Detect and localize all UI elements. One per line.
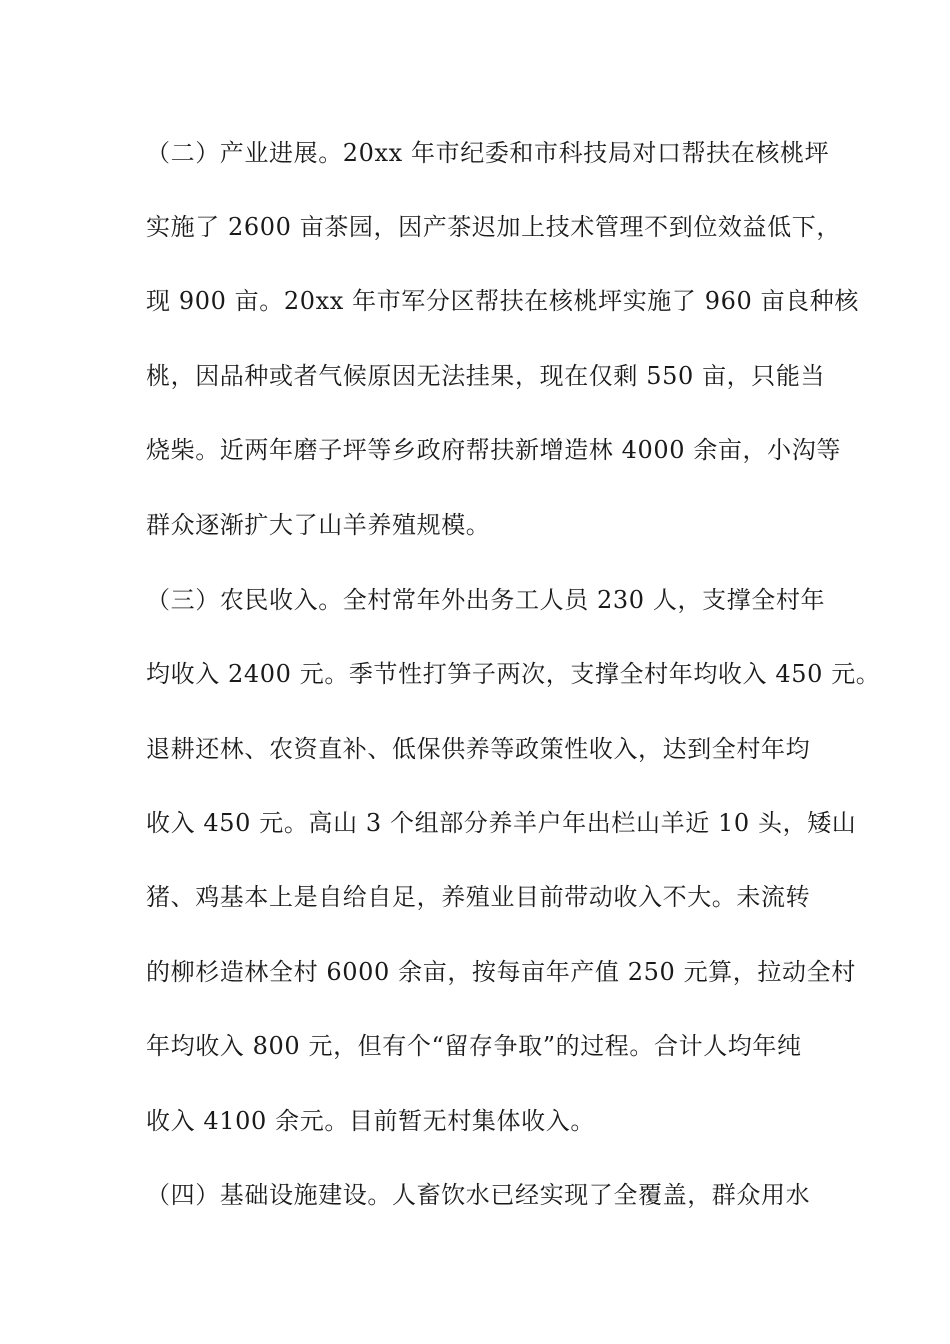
text-line: 群众逐渐扩大了山羊养殖规模。 [146, 511, 491, 539]
text-line: 收入 4100 余元。目前暂无村集体收入。 [146, 1107, 595, 1135]
text-line: 退耕还林、农资直补、低保供养等政策性收入，达到全村年均 [146, 735, 811, 763]
text-line: 现 900 亩。20xx 年市军分区帮扶在核桃坪实施了 960 亩良种核 [146, 287, 859, 315]
text-line: 年均收入 800 元，但有个“留存争取”的过程。合计人均年纯 [146, 1032, 802, 1060]
text-line: （四）基础设施建设。人畜饮水已经实现了全覆盖，群众用水 [146, 1181, 811, 1209]
text-line: 实施了 2600 亩茶园，因产茶迟加上技术管理不到位效益低下， [146, 213, 841, 241]
text-line: （二）产业进展。20xx 年市纪委和市科技局对口帮扶在核桃坪 [146, 139, 830, 167]
text-line: 的柳杉造林全村 6000 余亩，按每亩年产值 250 元算，拉动全村 [146, 958, 856, 986]
text-line: 均收入 2400 元。季节性打笋子两次，支撑全村年均收入 450 元。 [146, 660, 881, 688]
text-line: 猪、鸡基本上是自给自足，养殖业目前带动收入不大。未流转 [146, 883, 811, 911]
text-line: 收入 450 元。高山 3 个组部分养羊户年出栏山羊近 10 头，矮山 [146, 809, 857, 837]
text-line: （三）农民收入。全村常年外出务工人员 230 人，支撑全村年 [146, 586, 826, 614]
text-line: 桃，因品种或者气候原因无法挂果，现在仅剩 550 亩，只能当 [146, 362, 826, 390]
text-line: 烧柴。近两年磨子坪等乡政府帮扶新增造林 4000 余亩，小沟等 [146, 436, 841, 464]
